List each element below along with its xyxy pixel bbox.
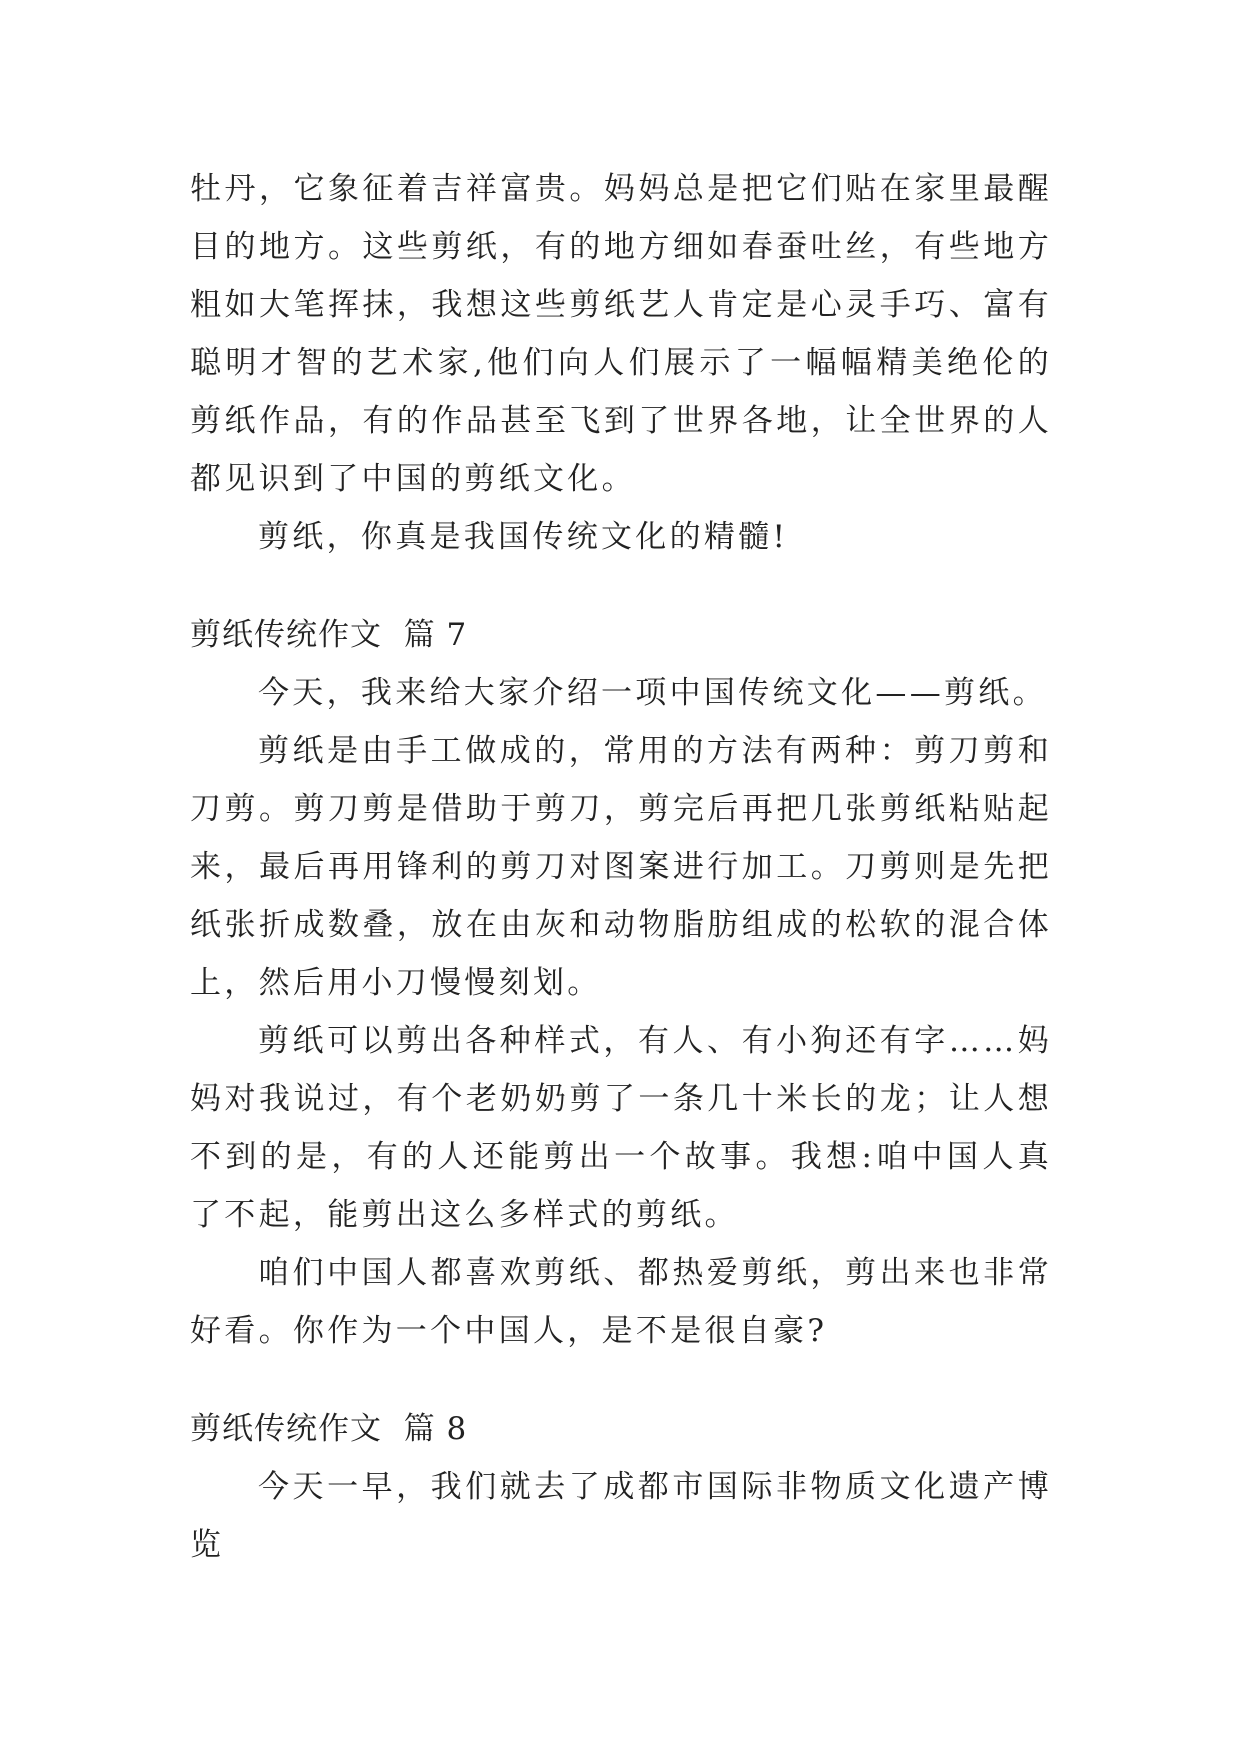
body-paragraph: 今天，我来给大家介绍一项中国传统文化——剪纸。 — [258, 675, 1047, 711]
body-paragraph: 剪纸可以剪出各种样式，有人、有小狗还有字……妈妈对我说过，有个老奶奶剪了一条几十米长的龙；让人想不到的是，有的人还能剪出一个故事。我想:咱中国人真了不起，能剪出这么多样式的剪纸。 — [190, 1023, 1052, 1233]
body-paragraph: 剪纸，你真是我国传统文化的精髓! — [258, 519, 789, 555]
section-spacer — [190, 1360, 1052, 1400]
section-heading: 剪纸传统作文 篇 8 — [190, 1411, 468, 1447]
document-body — [190, 160, 1052, 1574]
body-paragraph: 剪纸是由手工做成的，常用的方法有两种：剪刀剪和刀剪。剪刀剪是借助于剪刀，剪完后再把几张剪纸粘贴起来，最后再用锋利的剪刀对图案进行加工。刀剪则是先把纸张折成数叠，放在由灰和动物脂肪组成的松软的混合体上，然后用小刀慢慢刻划。 — [190, 733, 1052, 1001]
section-spacer — [190, 566, 1052, 606]
section-heading: 剪纸传统作文 篇 7 — [190, 617, 468, 653]
body-paragraph: 牡丹，它象征着吉祥富贵。妈妈总是把它们贴在家里最醒目的地方。这些剪纸，有的地方细如春蚕吐丝，有些地方粗如大笔挥抹，我想这些剪纸艺人肯定是心灵手巧、富有聪明才智的艺术家,他们向人们展示了一幅幅精美绝伦的剪纸作品，有的作品甚至飞到了世界各地，让全世界的人都见识到了中国的剪纸文化。 — [190, 171, 1052, 497]
body-paragraph: 咱们中国人都喜欢剪纸、都热爱剪纸，剪出来也非常好看。你作为一个中国人，是不是很自豪? — [190, 1255, 1052, 1349]
body-paragraph: 今天一早，我们就去了成都市国际非物质文化遗产博览 — [190, 1469, 1052, 1563]
